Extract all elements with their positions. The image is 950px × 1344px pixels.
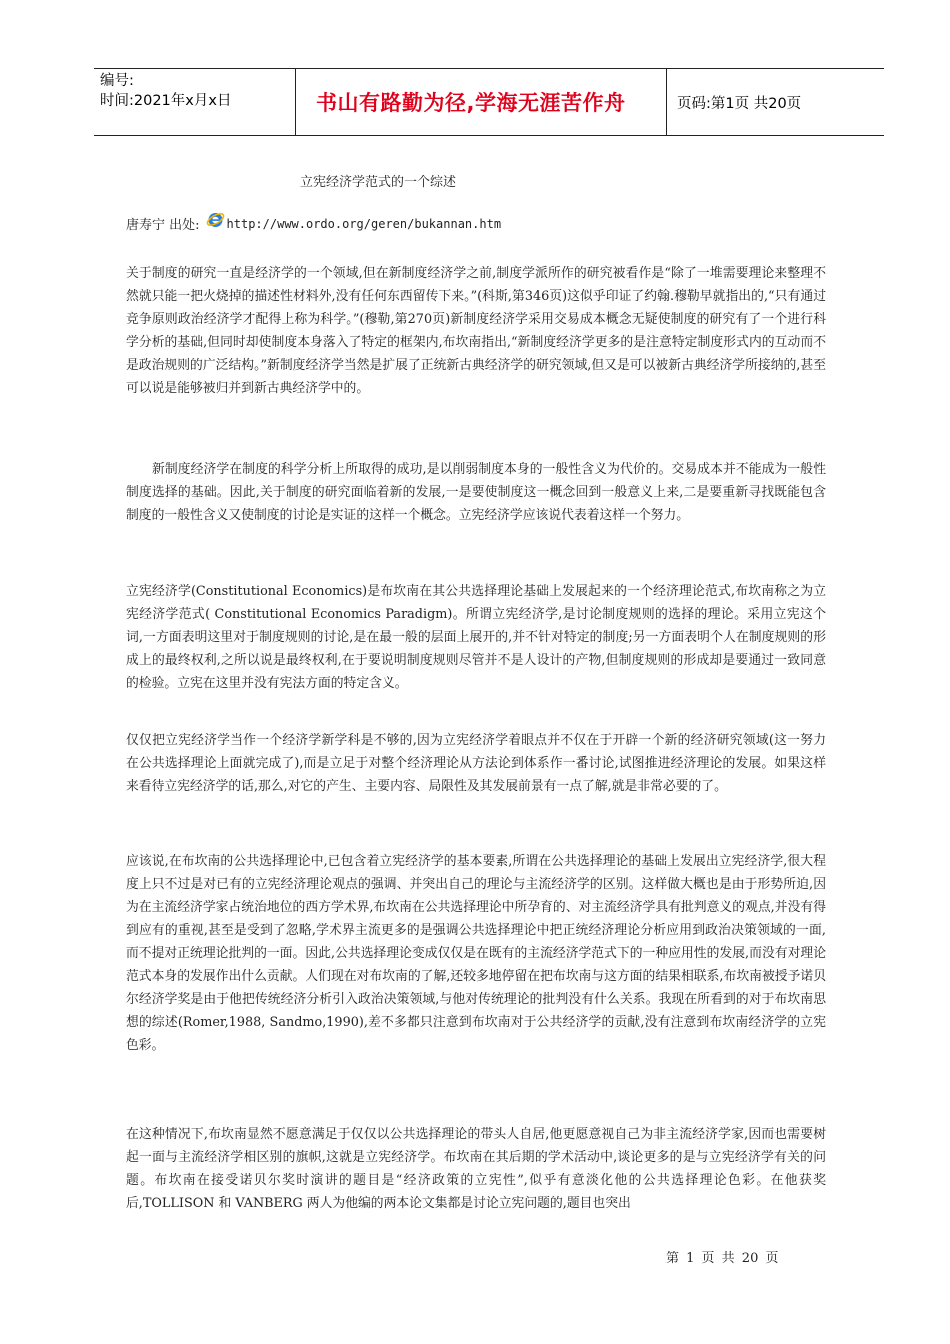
article-title: 立宪经济学范式的一个综述 bbox=[300, 175, 457, 190]
paragraph-4: 仅仅把立宪经济学当作一个经济学新学科是不够的,因为立宪经济学着眼点并不仅在于开辟一个新的经济研究领域(这一努力在公共选择理论上面就完成了),而是立足于对整个经济理论从方法论到体系作一番讨论,试图推进经济理论的发展。如果这样来看待立宪经济学的话,那么,对它的产生、主要内容、局限性及其发展前景有一点了解,就是非常必要的了。 bbox=[126, 733, 826, 794]
document-time-label: 时间:2021年x月x日 bbox=[100, 93, 232, 109]
source-url-link[interactable]: http://www.ordo.org/geren/bukannan.htm bbox=[226, 216, 502, 231]
document-header bbox=[94, 68, 884, 136]
paragraph-2: 新制度经济学在制度的科学分析上所取得的成功,是以削弱制度本身的一般性含义为代价的。交易成本并不能成为一般性制度选择的基础。因此,关于制度的研究面临着新的发展,一是要使制度这一概念回到一般意义上来,二是要重新寻找既能包含制度的一般性含义又使制度的讨论是实证的这样一个概念。立宪经济学应该说代表着这样一个努力。 bbox=[126, 462, 826, 523]
header-motto: 书山有路勤为径,学海无涯苦作舟 bbox=[295, 69, 667, 135]
paragraph-6: 在这种情况下,布坎南显然不愿意满足于仅仅以公共选择理论的带头人自居,他更愿意视自己为非主流经济学家,因而也需要树起一面与主流经济学相区别的旗帜,这就是立宪经济学。布坎南在其后期的学术活动中,谈论更多的是与立宪经济学有关的问题。布坎南在接受诺贝尔奖时演讲的题目是“经济政策的立宪性”,似乎有意淡化他的公共选择理论色彩。在他获奖后,TOLLISON 和 VANBERG 两人为他编的两本论文集都是讨论立宪问题的,题目也突出 bbox=[126, 1127, 826, 1211]
header-page-label: 页码:第1页 共20页 bbox=[677, 95, 802, 112]
paragraph-3: 立宪经济学(Constitutional Economics)是布坎南在其公共选择理论基础上发展起来的一个经济理论范式,布坎南称之为立宪经济学范式( Constitutional Economics Paradigm)。所谓立宪经济学,是讨论制度规则的选择的理论。采用立宪这个词,一方面表明这里对于制度规则的讨论,是在最一般的层面上展开的,并不针对特定的制度;另一方面表明个人在制度规则的形成上的最终权利,之所以说是最终权利,在于要说明制度规则尽管并不是人设计的产物,但制度规则的形成却是要通过一致同意的检验。立宪在这里并没有宪法方面的特定含义。 bbox=[126, 584, 826, 691]
internet-explorer-icon bbox=[206, 210, 225, 229]
page-footer: 第 1 页 共 20 页 bbox=[666, 1251, 779, 1266]
header-meta bbox=[94, 69, 295, 135]
source-prefix: 唐寿宁 出处: bbox=[126, 218, 200, 233]
paragraph-1: 关于制度的研究一直是经济学的一个领域,但在新制度经济学之前,制度学派所作的研究被看作是“除了一堆需要理论来整理不然就只能一把火烧掉的描述性材料外,没有任何东西留传下来。”(科斯,第346页)这似乎印证了约翰.穆勒早就指出的,“只有通过竞争原则政治经济学才配得上称为科学。”(穆勒,第270页)新制度经济学采用交易成本概念无疑使制度的研究有了一个进行科学分析的基础,但同时却使制度本身落入了特定的框架内,布坎南指出,“新制度经济学更多的是注意特定制度形式内的互动而不是政治规则的广泛结构。”新制度经济学当然是扩展了正统新古典经济学的研究领域,但又是可以被新古典经济学所接纳的,甚至可以说是能够被归并到新古典经济学中的。 bbox=[126, 266, 826, 396]
paragraph-5: 应该说,在布坎南的公共选择理论中,已包含着立宪经济学的基本要素,所谓在公共选择理论的基础上发展出立宪经济学,很大程度上只不过是对已有的立宪经济理论观点的强调、并突出自己的理论与主流经济学的区别。这样做大概也是由于形势所迫,因为在主流经济学家占统治地位的西方学术界,布坎南在公共选择理论中所孕育的、对主流经济学具有批判意义的观点,并没有得到应有的重视,甚至是受到了忽略,学术界主流更多的是强调公共选择理论中把正统经济理论分析应用到政治决策领域的一面,而不提对正统理论批判的一面。因此,公共选择理论变成仅仅是在既有的主流经济学范式下的一种应用性的发展,而没有对理论范式本身的发展作出什么贡献。人们现在对布坎南的了解,还较多地停留在把布坎南与这方面的结果相联系,布坎南被授予诺贝尔经济学奖是由于他把传统经济分析引入政治决策领域,与他对传统理论的批判没有什么关系。我现在所看到的对于布坎南思想的综述(Romer,1988, Sandmo,1990),差不多都只注意到布坎南对于公共经济学的贡献,没有注意到布坎南经济学的立宪色彩。 bbox=[126, 854, 826, 1053]
document-number-label: 编号: bbox=[100, 73, 134, 89]
article-source bbox=[126, 214, 501, 233]
